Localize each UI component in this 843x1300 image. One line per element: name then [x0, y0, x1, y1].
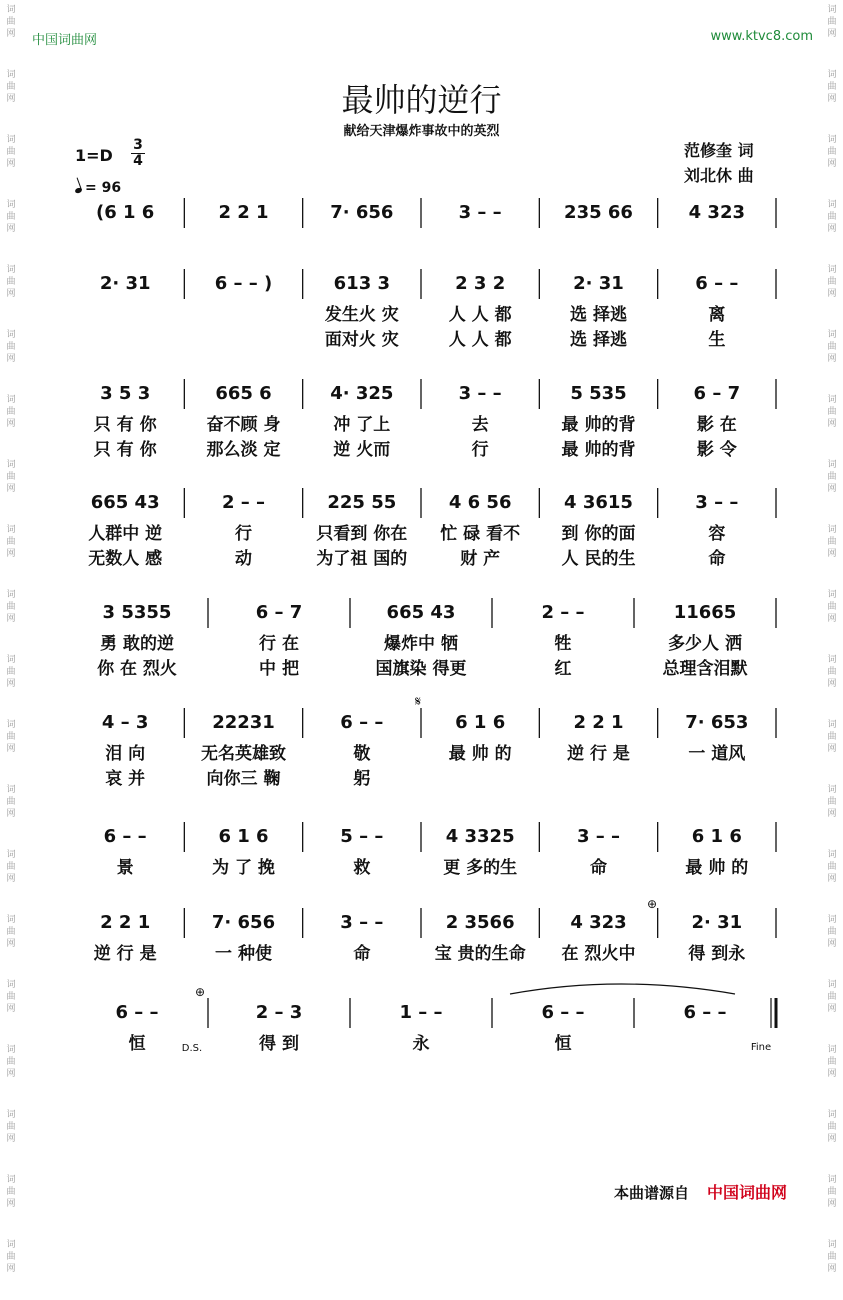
lyric-verse-1: 为 了 挽: [212, 858, 275, 878]
lyric-verse-2: 那么淡 定: [206, 440, 281, 460]
measure-notes: 6 – –: [541, 1002, 585, 1023]
lyric-verse-1: 更 多的生: [443, 858, 518, 878]
measure-notes: 3 – –: [340, 912, 384, 933]
lyric-verse-1: 影 在: [696, 415, 737, 435]
measure-notes: 6 – – ): [214, 273, 273, 294]
lyric-verse-1: 到 你的面: [561, 524, 636, 544]
measure-notes: 2 3566: [445, 912, 515, 933]
lyric-verse-1: 一 种使: [215, 944, 272, 964]
lyric-verse-1: 宝 贵的生命: [434, 944, 526, 964]
lyric-verse-2: 只 有 你: [93, 440, 157, 460]
lyric-verse-1: 去: [471, 415, 489, 435]
measure-notes: 613 3: [333, 273, 391, 294]
measure-notes: 6 – 7: [255, 602, 303, 623]
measure-notes: 6 – –: [103, 826, 147, 847]
lyric-verse-1: 行: [235, 524, 252, 544]
lyric-verse-1: 得 到: [259, 1034, 299, 1054]
measure-notes: 225 55: [327, 492, 397, 513]
side-watermark-right: 词 曲 网 词 曲 网 词 曲 网 词 曲 网 词 曲 网 词 曲 网 词 曲 网 词 曲 网 词 曲 网 词 曲 网 词 曲 网 词 曲 网 词 曲 网 词 曲 网 词 曲 网 词 曲 网 词 曲 网 词 曲 网 词 曲 网 词 曲 网: [827, 5, 837, 1274]
side-watermark-left: 词 曲 网 词 曲 网 词 曲 网 词 曲 网 词 曲 网 词 曲 网 词 曲 网 词 曲 网 词 曲 网 词 曲 网 词 曲 网 词 曲 网 词 曲 网 词 曲 网 词 曲 网 词 曲 网 词 曲 网 词 曲 网 词 曲 网 词 曲 网: [6, 5, 16, 1274]
measure-notes: 4· 325: [330, 383, 394, 404]
lyricist-credit: 范修奎 词: [684, 141, 754, 160]
measure-notes: 665 43: [90, 492, 160, 513]
lyric-verse-1: 在 烈火中: [561, 944, 636, 964]
lyric-verse-1: 命: [353, 944, 371, 964]
time-signature-top: 3: [131, 138, 145, 154]
lyric-verse-1: 爆炸中 牺: [384, 634, 458, 654]
measure-notes: 6 – –: [340, 712, 384, 733]
measure-notes: 2· 31: [691, 912, 743, 933]
lyric-verse-1: 永: [412, 1034, 430, 1054]
lyric-verse-2: 命: [708, 549, 726, 569]
measure-notes: 6 – 7: [693, 383, 741, 404]
measure-notes: 7· 656: [330, 202, 394, 223]
tempo-value: = 96: [85, 180, 122, 196]
footer-site-link[interactable]: 中国词曲网: [707, 1183, 788, 1202]
lyric-verse-1: 得 到永: [688, 944, 746, 964]
measure-notes: 6 1 6: [455, 712, 506, 733]
measure-notes: 2 2 1: [218, 202, 269, 223]
coda-icon: ⊕: [194, 985, 206, 999]
measure-notes: 7· 653: [685, 712, 749, 733]
measure-notes: (6 1 6: [95, 202, 155, 223]
lyric-verse-1: 人群中 逆: [88, 524, 163, 544]
lyric-verse-1: 离: [708, 305, 726, 325]
measure-notes: 2 – –: [221, 492, 266, 513]
lyric-verse-2: 生: [708, 330, 726, 350]
lyric-verse-1: 最 帅 的: [448, 744, 512, 764]
lyric-verse-1: 恒: [554, 1034, 572, 1054]
measure-notes: 2 2 1: [573, 712, 624, 733]
lyric-verse-2: 躬: [353, 769, 371, 789]
lyric-verse-2: 逆 火而: [333, 440, 391, 460]
fine-marking: Fine: [750, 1042, 772, 1053]
lyric-verse-2: 总理含泪默: [662, 659, 748, 679]
lyric-verse-1: 敬: [353, 744, 371, 764]
measure-notes: 2· 31: [99, 273, 151, 294]
measure-notes: 235 66: [564, 202, 633, 223]
lyric-verse-2: 中 把: [259, 659, 299, 679]
lyric-verse-2: 为了祖 国的: [316, 549, 408, 569]
lyric-verse-1: 忙 碌 看不: [440, 524, 521, 544]
lyric-verse-1: 景: [116, 858, 134, 878]
measure-notes: 6 – –: [115, 1002, 159, 1023]
lyric-verse-2: 面对火 灾: [324, 330, 399, 350]
lyric-verse-2: 你 在 烈火: [97, 659, 177, 679]
ds-marking: D.S.: [181, 1043, 203, 1054]
measure-notes: 3 5355: [102, 602, 172, 623]
lyric-verse-2: 哀 并: [105, 769, 146, 789]
lyric-verse-1: 一 道风: [688, 744, 746, 764]
measure-notes: 2· 31: [573, 273, 624, 294]
measure-notes: 2 3 2: [455, 273, 506, 294]
segno-icon: 𝄋: [414, 694, 422, 710]
measure-notes: 665 6: [215, 383, 272, 404]
lyric-verse-1: 恒: [128, 1034, 146, 1054]
measure-notes: 4 6 56: [448, 492, 512, 513]
lyric-verse-1: 牲: [554, 634, 572, 654]
lyric-verse-2: 财 产: [460, 549, 501, 569]
lyric-verse-2: 动: [235, 549, 252, 569]
song-title: 最帅的逆行: [341, 81, 502, 119]
measure-notes: 22231: [212, 712, 275, 733]
lyric-verse-2: 无数人 感: [88, 549, 163, 569]
measure-notes: 4 3615: [564, 492, 633, 513]
lyric-verse-1: 逆 行 是: [93, 944, 157, 964]
site-name-header[interactable]: 中国词曲网: [32, 33, 98, 48]
lyric-verse-1: 人 人 都: [448, 305, 512, 325]
lyric-verse-2: 向你三 鞠: [206, 769, 281, 789]
measure-notes: 1 – –: [399, 1002, 443, 1023]
composer-credit: 刘北休 曲: [684, 166, 754, 185]
lyric-verse-2: 选 择逃: [570, 330, 627, 350]
lyric-verse-1: 无名英雄致: [201, 744, 286, 764]
lyric-verse-1: 逆 行 是: [567, 744, 630, 764]
measure-notes: 2 – –: [541, 602, 585, 623]
measure-notes: 4 323: [688, 202, 746, 223]
song-subtitle: 献给天津爆炸事故中的英烈: [343, 124, 500, 139]
lyric-verse-1: 容: [708, 524, 726, 544]
lyric-verse-1: 只 有 你: [93, 415, 157, 435]
lyric-verse-1: 行 在: [259, 634, 299, 654]
lyric-verse-1: 奋不顾 身: [206, 415, 281, 435]
lyric-verse-2: 国旗染 得更: [375, 659, 467, 679]
measure-notes: 665 43: [386, 602, 456, 623]
lyric-verse-1: 多少人 洒: [668, 634, 742, 654]
lyric-verse-1: 最 帅 的: [685, 858, 749, 878]
measure-notes: 6 – –: [683, 1002, 727, 1023]
measure-notes: 4 323: [570, 912, 627, 933]
footer-source: [614, 1180, 787, 1203]
measure-notes: 5 535: [570, 383, 627, 404]
measure-notes: 3 – –: [695, 492, 739, 513]
measure-notes: 4 – 3: [101, 712, 149, 733]
lyric-verse-2: 影 令: [696, 440, 737, 460]
lyric-verse-1: 救: [353, 858, 371, 878]
lyric-verse-1: 发生火 灾: [324, 305, 399, 325]
lyric-verse-2: 红: [554, 659, 572, 679]
lyric-verse-1: 只看到 你在: [316, 524, 408, 544]
measure-notes: 6 1 6: [691, 826, 742, 847]
measure-notes: 6 1 6: [218, 826, 269, 847]
measure-notes: 6 – –: [695, 273, 739, 294]
measure-notes: 3 – –: [576, 826, 621, 847]
lyric-verse-1: 泪 向: [105, 744, 146, 764]
measure-notes: 2 – 3: [255, 1002, 303, 1023]
measure-notes: 7· 656: [211, 912, 276, 933]
coda-icon: ⊕: [646, 897, 658, 911]
measure-notes: 4 3325: [445, 826, 515, 847]
footer-source-label: 本曲谱源自: [614, 1184, 690, 1202]
measure-notes: 2 2 1: [100, 912, 151, 933]
measure-notes: 5 – –: [340, 826, 384, 847]
lyric-verse-1: 勇 敢的逆: [100, 634, 174, 654]
key-signature: 1=D: [75, 146, 113, 165]
lyric-verse-2: 人 民的生: [561, 549, 636, 569]
lyric-verse-2: 行: [471, 440, 489, 460]
lyric-verse-2: 人 人 都: [448, 330, 512, 350]
measure-notes: 11665: [673, 602, 737, 623]
lyric-verse-1: 选 择逃: [570, 305, 627, 325]
time-signature-bottom: 4: [133, 153, 143, 169]
lyric-verse-1: 命: [590, 858, 607, 878]
tie-arc: [510, 984, 735, 994]
measure-notes: 3 – –: [458, 383, 502, 404]
lyric-verse-1: 最 帅的背: [561, 415, 636, 435]
measure-notes: 3 5 3: [100, 383, 151, 404]
site-url-header[interactable]: www.ktvc8.com: [710, 29, 813, 44]
measure-notes: 3 – –: [458, 202, 502, 223]
lyric-verse-1: 冲 了上: [333, 415, 391, 435]
lyric-verse-2: 最 帅的背: [561, 440, 636, 460]
